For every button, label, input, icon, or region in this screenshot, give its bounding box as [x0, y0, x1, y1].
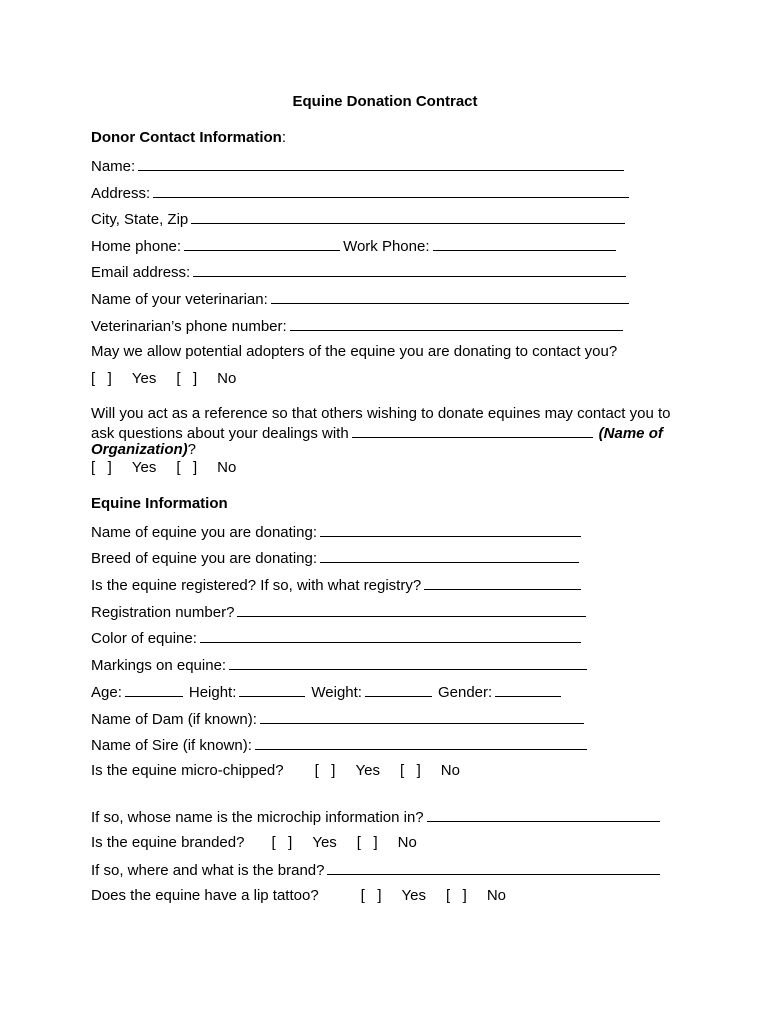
microchip-label: Is the equine micro-chipped? [91, 762, 284, 779]
sire-label: Name of Sire (if known): [91, 737, 252, 754]
no-label: No [217, 370, 237, 387]
reg-number-label: Registration number? [91, 604, 235, 621]
name-field [91, 156, 624, 176]
qmark: ? [187, 441, 197, 458]
reg-number-field [91, 602, 586, 622]
vet-phone-label: Veterinarian’s phone number: [91, 318, 287, 335]
color-field [91, 628, 581, 648]
dam-blank[interactable] [260, 709, 584, 724]
breed-field [91, 548, 579, 568]
lip-tattoo-yes-checkbox[interactable]: [ ] [360, 887, 382, 904]
registered-label: Is the equine registered? If so, with what registry? [91, 577, 422, 594]
markings-field [91, 655, 587, 675]
donor-heading [91, 129, 286, 147]
sire-blank[interactable] [255, 735, 587, 750]
address-field [91, 183, 629, 203]
no-label: No [486, 887, 507, 904]
vet-name-field [91, 289, 629, 309]
lip-tattoo-no-checkbox[interactable]: [ ] [446, 887, 467, 904]
microchip-no-checkbox[interactable]: [ ] [399, 762, 421, 779]
reference-options [91, 459, 236, 477]
yes-label: Yes [131, 459, 157, 476]
reference-no-checkbox[interactable]: [ ] [176, 459, 198, 476]
document-title: Equine Donation Contract [292, 93, 478, 110]
color-label: Color of equine: [91, 630, 197, 647]
city-blank[interactable] [191, 209, 625, 224]
branded-question [91, 834, 417, 852]
work-phone-label: Work Phone: [343, 238, 430, 255]
breed-blank[interactable] [320, 548, 579, 563]
reg-number-blank[interactable] [237, 602, 586, 617]
vet-phone-field [91, 316, 623, 336]
vet-phone-blank[interactable] [290, 316, 623, 331]
adopters-question: May we allow potential adopters of the equine you are donating to contact you? [91, 343, 618, 360]
age-blank[interactable] [125, 682, 183, 697]
brand-where-field [91, 860, 660, 880]
email-field [91, 262, 626, 282]
brand-where-blank[interactable] [327, 860, 660, 875]
stats-fields [91, 682, 561, 702]
equine-heading: Equine Information [91, 495, 228, 512]
home-phone-blank[interactable] [184, 236, 340, 251]
donor-heading-text: Donor Contact Information [91, 129, 282, 146]
adopters-yes-checkbox[interactable]: [ ] [91, 370, 112, 387]
adopters-options [91, 370, 236, 388]
no-label: No [217, 459, 237, 476]
dam-label: Name of Dam (if known): [91, 711, 257, 728]
org-hint-a: (Name of [598, 425, 663, 442]
markings-blank[interactable] [229, 655, 587, 670]
email-blank[interactable] [193, 262, 626, 277]
organization-blank[interactable] [352, 423, 593, 438]
lip-tattoo-question [91, 887, 506, 905]
work-phone-blank[interactable] [433, 236, 616, 251]
yes-label: Yes [131, 370, 157, 387]
weight-label: Weight: [311, 684, 362, 701]
branded-no-checkbox[interactable]: [ ] [356, 834, 378, 851]
height-label: Height: [188, 684, 237, 701]
reference-question-line1: Will you act as a reference so that others wishing to donate equines may contact you to [91, 405, 671, 422]
microchip-yes-checkbox[interactable]: [ ] [314, 762, 336, 779]
sire-field [91, 735, 587, 755]
city-field [91, 209, 625, 229]
equine-name-label: Name of equine you are donating: [91, 524, 317, 541]
reference-question-line3 [91, 441, 196, 459]
microchip-name-label: If so, whose name is the microchip information in? [91, 809, 424, 826]
address-label: Address: [91, 185, 151, 202]
gender-blank[interactable] [495, 682, 561, 697]
donor-heading-colon: : [281, 129, 286, 146]
registered-field [91, 575, 581, 595]
color-blank[interactable] [200, 628, 581, 643]
markings-label: Markings on equine: [91, 657, 227, 674]
equine-name-blank[interactable] [320, 522, 581, 537]
dam-field [91, 709, 584, 729]
org-hint-b: Organization) [91, 441, 188, 458]
reference-q2-text: ask questions about your dealings with [91, 425, 349, 442]
yes-label: Yes [312, 834, 337, 851]
reference-yes-checkbox[interactable]: [ ] [91, 459, 112, 476]
microchip-question [91, 762, 460, 780]
breed-label: Breed of equine you are donating: [91, 550, 318, 567]
microchip-name-blank[interactable] [427, 807, 660, 822]
branded-yes-checkbox[interactable]: [ ] [271, 834, 293, 851]
name-blank[interactable] [138, 156, 624, 171]
no-label: No [397, 834, 417, 851]
city-label: City, State, Zip [91, 211, 189, 228]
branded-label: Is the equine branded? [91, 834, 245, 851]
phone-fields [91, 236, 616, 256]
gender-label: Gender: [437, 684, 493, 701]
no-label: No [440, 762, 460, 779]
height-blank[interactable] [239, 682, 305, 697]
microchip-name-field [91, 807, 660, 827]
name-label: Name: [91, 158, 136, 175]
home-phone-label: Home phone: [91, 238, 182, 255]
adopters-no-checkbox[interactable]: [ ] [176, 370, 198, 387]
registry-blank[interactable] [424, 575, 581, 590]
vet-name-label: Name of your veterinarian: [91, 291, 268, 308]
weight-blank[interactable] [365, 682, 432, 697]
equine-name-field [91, 522, 581, 542]
reference-question-line2 [91, 423, 663, 443]
vet-name-blank[interactable] [271, 289, 629, 304]
yes-label: Yes [401, 887, 426, 904]
address-blank[interactable] [153, 183, 629, 198]
lip-tattoo-label: Does the equine have a lip tattoo? [91, 887, 319, 904]
yes-label: Yes [355, 762, 380, 779]
age-label: Age: [91, 684, 122, 701]
brand-where-label: If so, where and what is the brand? [91, 862, 325, 879]
email-label: Email address: [91, 264, 191, 281]
